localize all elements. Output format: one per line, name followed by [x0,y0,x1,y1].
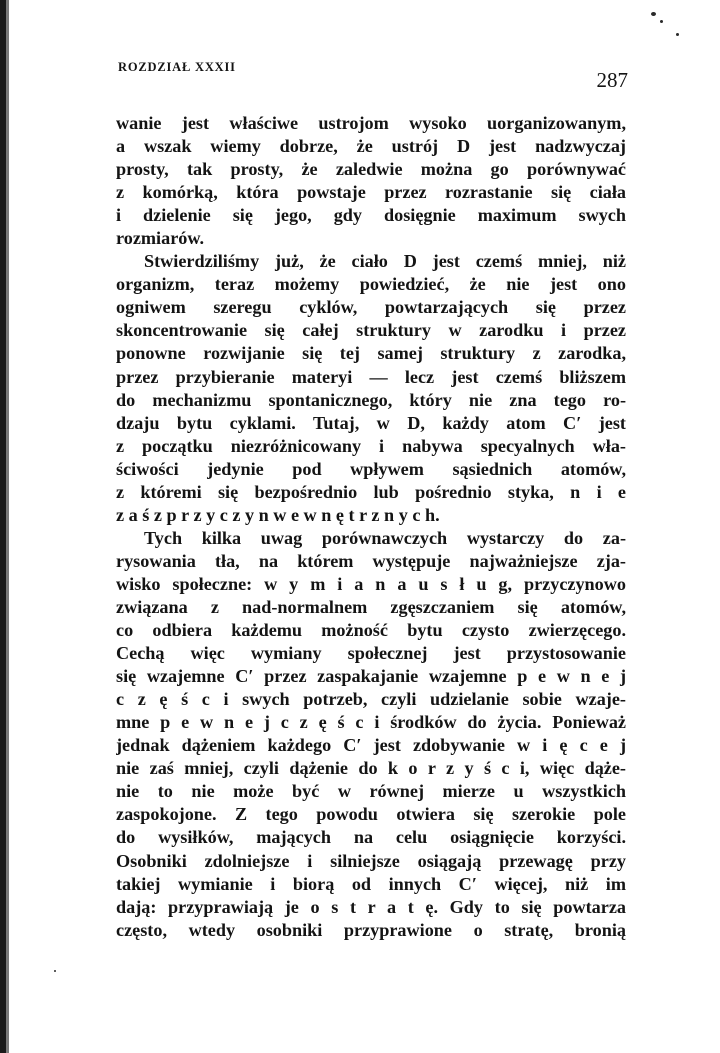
text-line: nie to nie może być w równej mierze u wszystkich [116,781,626,802]
page-binding-shadow [6,0,9,1053]
page-number: 287 [596,68,628,92]
text-line: z początku niezróżnicowany i nabywa specyalnych wła- [116,435,626,456]
text-line: Stwierdziliśmy już, że ciało D jest czemś mniej, niż [144,251,626,272]
print-speck [651,12,656,16]
text-line: do wysiłków, mających na celu osiągnięcie korzyści. [116,827,626,848]
text-line: rozmiarów. [116,228,205,249]
text-line: jednak dążeniem każdego C′ jest zdobywanie w i ę c e j [116,735,626,756]
page-header [118,60,628,96]
text-line: c z ę ś c i swych potrzeb, czyli udzielanie sobie wzaje- [116,689,626,710]
text-line: z komórką, która powstaje przez rozrastanie się ciała [116,182,626,203]
text-line: wanie jest właściwe ustrojom wysoko uorganizowanym, [116,113,626,133]
text-line: z a ś z p r z y c z y n w e w n ę t r z n y c h. [116,504,440,525]
text-line: organizm, teraz możemy powiedzieć, że nie jest ono [116,274,626,295]
text-line: się wzajemne C′ przez zaspakajanie wzajemne p e w n e j [116,666,626,687]
print-speck [660,20,663,23]
text-line: rysowania tła, na którem występuje najważniejsze zja- [116,550,626,571]
print-speck [676,33,679,36]
text-line: prosty, tak prosty, że zaledwie można go porównywać [116,159,626,180]
text-line: mne p e w n e j c z ę ś c i środków do życia. Ponieważ [116,712,626,733]
text-line: do mechanizmu spontanicznego, który nie zna tego ro- [116,389,626,410]
text-line: dają: przyprawiają je o s t r a t ę. Gdy to się powtarza [116,896,626,917]
text-line: skoncentrowanie się całej struktury w zarodku i przez [116,320,626,341]
text-line: a wszak wiemy dobrze, że ustrój D jest nadzwyczaj [116,136,626,157]
text-line: wisko społeczne: w y m i a n a u s ł u g, przyczynowo [116,573,626,594]
text-line: Cechą więc wymiany społecznej jest przystosowanie [116,643,626,664]
text-line: ściwości jedynie pod wpływem sąsiednich atomów, [116,458,626,479]
text-line: co odbiera każdemu możność bytu czysto zwierzęcego. [116,620,626,641]
text-line: nie zaś mniej, czyli dążenie do k o r z y ś c i, więc dąże- [116,758,626,779]
text-line: dzaju bytu cyklami. Tutaj, w D, każdy atom C′ jest [116,412,626,433]
text-line: ogniwem szeregu cyklów, powtarzających się przez [116,297,626,318]
text-line: ponowne rozwijanie się tej samej struktury z zarodka, [116,343,626,364]
text-line: związana z nad-normalnem zgęszczaniem się atomów, [116,596,626,617]
text-line: często, wtedy osobniki przyprawione o stratę, bronią [116,919,626,940]
text-line: Osobniki zdolniejsze i silniejsze osiągają przewagę przy [116,850,626,871]
running-head: ROZDZIAŁ XXXII [118,60,236,74]
print-speck [54,970,56,972]
text-line: i dzielenie się jego, gdy dosięgnie maximum swych [116,205,626,226]
body-text [116,112,626,942]
text-line: Tych kilka uwag porównawczych wystarczy do za- [144,527,626,548]
text-line: zaspokojone. Z tego powodu otwiera się szerokie pole [116,804,626,825]
text-line: takiej wymianie i biorą od innych C′ więcej, niż im [116,873,626,894]
text-line: z któremi się bezpośrednio lub pośrednio styka, n i e [116,481,626,502]
text-line: przez przybieranie materyi — lecz jest czemś bliższem [116,366,626,387]
